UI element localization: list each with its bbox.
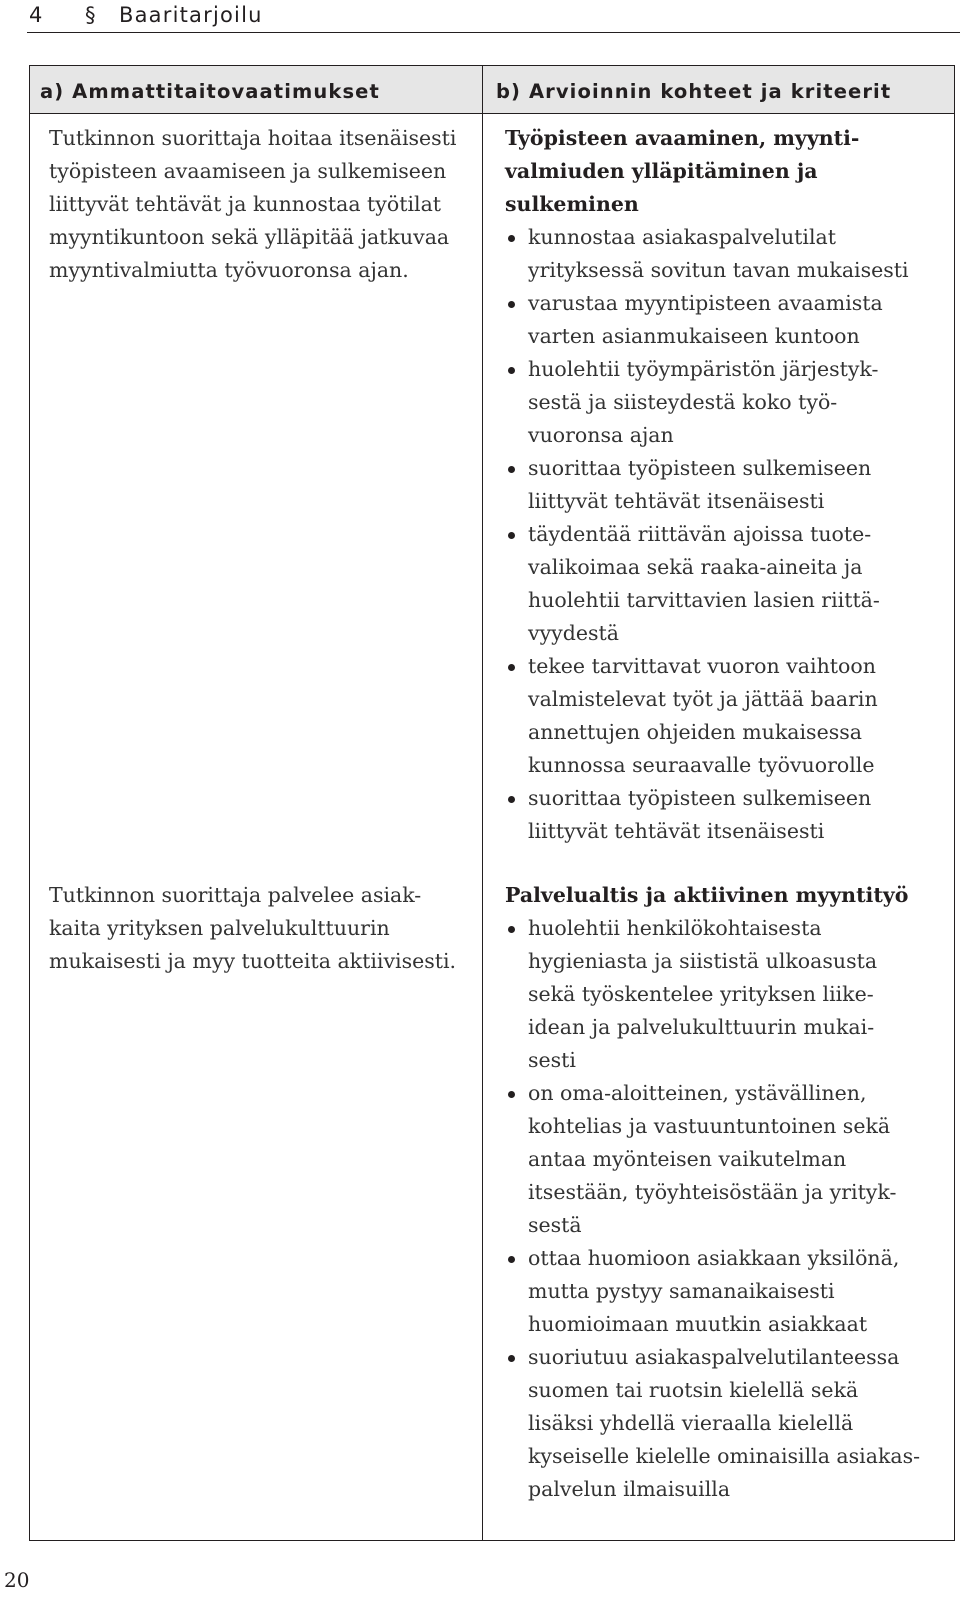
requirement-block [49, 879, 474, 978]
bullet-line: lisäksi yhdellä vieraalla kielellä [528, 1411, 854, 1435]
bullet-line: on oma-aloitteinen, ystävällinen, [528, 1081, 867, 1105]
bullet-line: sekä työskentelee yrityksen liike- [528, 982, 874, 1006]
bullet-line: kunnostaa asiakaspalvelutilat [528, 225, 836, 249]
bullet-line: tekee tarvittavat vuoron vaihtoon [528, 654, 876, 678]
chapter-number: 4 [29, 3, 44, 27]
criteria-bullet [505, 452, 945, 518]
bullet-line: huomioimaan muutkin asiakkaat [528, 1312, 868, 1336]
column-a-header: a) Ammattitaitovaatimukset [40, 80, 380, 103]
bullet-line: yrityksessä sovitun tavan mukaisesti [528, 258, 909, 282]
bullet-icon [508, 1091, 515, 1098]
bullet-line: varten asianmukaiseen kuntoon [528, 324, 860, 348]
bullet-line: suomen tai ruotsin kielellä sekä [528, 1378, 859, 1402]
bullet-icon [508, 301, 515, 308]
bullet-icon [508, 367, 515, 374]
bullet-line: liittyvät tehtävät itsenäisesti [528, 489, 825, 513]
requirement-line: Tutkinnon suorittaja hoitaa itsenäisesti [49, 126, 457, 150]
requirement-line: työpisteen avaamiseen ja sulkemiseen [49, 159, 447, 183]
criteria-title: sulkeminen [505, 192, 639, 216]
criteria-bullet [505, 1242, 945, 1341]
bullet-line: itsestään, työyhteisöstään ja yrityk- [528, 1180, 897, 1204]
criteria-bullet [505, 353, 945, 452]
requirement-line: myyntikuntoon sekä ylläpitää jatkuvaa [49, 225, 450, 249]
bullet-line: vyydestä [528, 621, 619, 645]
criteria-title: Työpisteen avaaminen, myynti- [505, 126, 860, 150]
criteria-title: Palvelualtis ja aktiivinen myyntityö [505, 883, 909, 907]
criteria-table [29, 65, 955, 1541]
bullet-line: kohtelias ja vastuuntuntoinen sekä [528, 1114, 891, 1138]
bullet-line: sestä ja siisteydestä koko työ- [528, 390, 838, 414]
bullet-icon [508, 796, 515, 803]
bullet-line: varustaa myyntipisteen avaamista [528, 291, 883, 315]
table-header-row [30, 66, 954, 114]
bullet-icon [508, 926, 515, 933]
bullet-line: sesti [528, 1048, 576, 1072]
criteria-bullet [505, 912, 945, 1077]
criteria-bullet [505, 1077, 945, 1242]
bullet-line: palvelun ilmaisuilla [528, 1477, 731, 1501]
bullet-line: huolehtii tarvittavien lasien riittä- [528, 588, 880, 612]
bullet-line: sestä [528, 1213, 582, 1237]
bullet-line: suorittaa työpisteen sulkemiseen [528, 786, 872, 810]
requirement-line: kaita yrityksen palvelukulttuurin [49, 916, 390, 940]
bullet-line: suorittaa työpisteen sulkemiseen [528, 456, 872, 480]
bullet-line: vuoronsa ajan [528, 423, 674, 447]
bullet-line: kunnossa seuraavalle työvuorolle [528, 753, 875, 777]
bullet-icon [508, 664, 515, 671]
requirement-block [49, 122, 474, 287]
bullet-line: annettujen ohjeiden mukaisessa [528, 720, 862, 744]
bullet-line: hygieniasta ja siististä ulkoasusta [528, 949, 878, 973]
bullet-icon [508, 1256, 515, 1263]
bullet-icon [508, 532, 515, 539]
running-head [27, 0, 960, 33]
bullet-line: ottaa huomioon asiakkaan yksilönä, [528, 1246, 900, 1270]
column-b-header: b) Arvioinnin kohteet ja kriteerit [496, 80, 892, 103]
column-divider [482, 66, 483, 1540]
bullet-line: valikoimaa sekä raaka-aineita ja [528, 555, 863, 579]
bullet-icon [508, 235, 515, 242]
bullet-icon [508, 1355, 515, 1362]
criteria-block [505, 122, 945, 848]
criteria-bullet [505, 518, 945, 650]
bullet-line: täydentää riittävän ajoissa tuote- [528, 522, 872, 546]
requirement-line: Tutkinnon suorittaja palvelee asiak- [49, 883, 422, 907]
criteria-block [505, 879, 945, 1506]
requirement-line: myyntivalmiutta työvuoronsa ajan. [49, 258, 409, 282]
bullet-line: huolehtii työympäristön järjestyk- [528, 357, 879, 381]
chapter-title: Baaritarjoilu [119, 3, 263, 27]
bullet-line: mutta pystyy samanaikaisesti [528, 1279, 835, 1303]
bullet-line: valmistelevat työt ja jättää baarin [528, 687, 878, 711]
criteria-bullet [505, 782, 945, 848]
bullet-line: huolehtii henkilökohtaisesta [528, 916, 822, 940]
page-number: 20 [4, 1568, 30, 1592]
criteria-bullet [505, 1341, 945, 1506]
requirement-line: liittyvät tehtävät ja kunnostaa työtilat [49, 192, 442, 216]
criteria-bullet [505, 650, 945, 782]
criteria-title: valmiuden ylläpitäminen ja [505, 159, 818, 183]
requirement-line: mukaisesti ja myy tuotteita aktiivisesti. [49, 949, 457, 973]
bullet-line: antaa myönteisen vaikutelman [528, 1147, 847, 1171]
section-symbol: § [85, 3, 97, 27]
criteria-bullet [505, 287, 945, 353]
bullet-line: idean ja palvelukulttuurin mukai- [528, 1015, 875, 1039]
bullet-line: suoriutuu asiakaspalvelutilanteessa [528, 1345, 900, 1369]
bullet-icon [508, 466, 515, 473]
bullet-line: liittyvät tehtävät itsenäisesti [528, 819, 825, 843]
bullet-line: kyseiselle kielelle ominaisilla asiakas- [528, 1444, 921, 1468]
criteria-bullet [505, 221, 945, 287]
